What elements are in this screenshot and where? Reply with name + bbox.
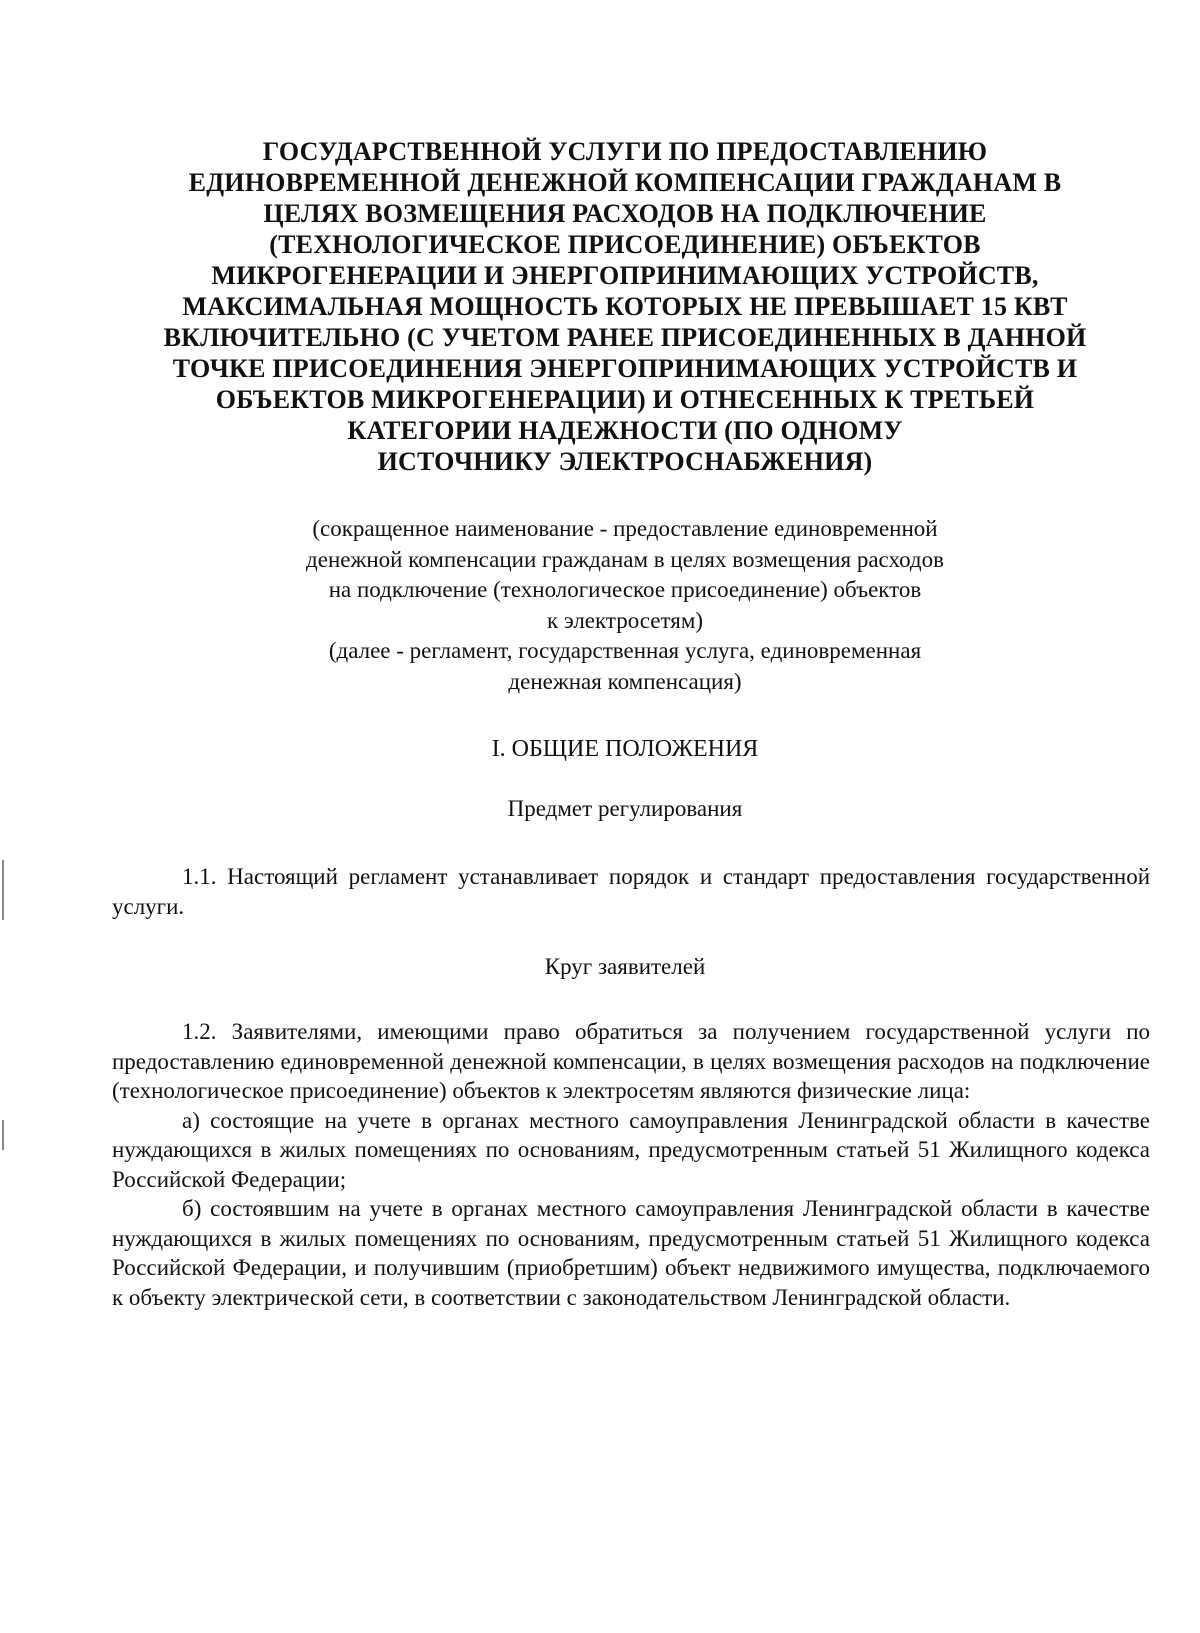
subtitle-line: денежной компенсации гражданам в целях возмещения расходов <box>306 546 944 572</box>
paragraph-1-2: 1.2. Заявителями, имеющими право обратиться за получением государственной услуги по предоставлению единовременной денежной компенсации, в целях возмещения расходов на подключение (технологическое присоединение) объектов к электросетям являются физические лица: <box>112 1019 1150 1103</box>
title-line: КАТЕГОРИИ НАДЕЖНОСТИ (ПО ОДНОМУ <box>347 416 903 445</box>
scan-edge-mark <box>2 1120 4 1150</box>
subtitle-line: (далее - регламент, государственная услуга, единовременная <box>328 638 922 663</box>
title-line: ТОЧКЕ ПРИСОЕДИНЕНИЯ ЭНЕРГОПРИНИМАЮЩИХ УСТРОЙСТВ И <box>172 354 1078 383</box>
title-line: ОБЪЕКТОВ МИКРОГЕНЕРАЦИИ) И ОТНЕСЕННЫХ К ТРЕТЬЕЙ <box>215 385 1035 414</box>
scan-edge-mark <box>2 860 4 920</box>
subtitle-line: на подключение (технологическое присоединение) объектов <box>328 577 922 602</box>
document-title <box>110 136 1140 477</box>
subject-heading: Предмет регулирования <box>507 796 743 821</box>
section-heading: I. ОБЩИЕ ПОЛОЖЕНИЯ <box>491 736 759 762</box>
title-line: ЕДИНОВРЕМЕННОЙ ДЕНЕЖНОЙ КОМПЕНСАЦИИ ГРАЖДАНАМ В <box>188 168 1062 197</box>
document-subtitle <box>150 514 1100 697</box>
applicants-heading: Круг заявителей <box>544 954 706 979</box>
paragraph-1-1: 1.1. Настоящий регламент устанавливает порядок и стандарт предоставления государственной услуги. <box>112 864 1150 919</box>
title-line: МАКСИМАЛЬНАЯ МОЩНОСТЬ КОТОРЫХ НЕ ПРЕВЫШАЕТ 15 КВТ <box>182 292 1068 321</box>
subtitle-line: денежная компенсация) <box>508 668 742 694</box>
list-item-a: а) состоящие на учете в органах местного самоуправления Ленинградской области в качестве нуждающихся в жилых помещениях по основаниям, предусмотренным статьей 51 Жилищного кодекса Российской Федерации; <box>112 1107 1150 1192</box>
list-item-b: б) состоявшим на учете в органах местного самоуправления Ленинградской области в качестве нуждающихся в жилых помещениях по основаниям, предусмотренным статьей 51 Жилищного кодекса Российской Федерации, и получившим (приобретшим) объект недвижимого имущества, подключаемого к объекту электрической сети, в соответствии с законодательством Ленинградской области. <box>112 1196 1150 1310</box>
title-line: ВКЛЮЧИТЕЛЬНО (С УЧЕТОМ РАНЕЕ ПРИСОЕДИНЕННЫХ В ДАННОЙ <box>163 323 1087 352</box>
subtitle-line: (сокращенное наименование - предоставление единовременной <box>312 516 938 541</box>
title-line: (ТЕХНОЛОГИЧЕСКОЕ ПРИСОЕДИНЕНИЕ) ОБЪЕКТОВ <box>269 230 981 259</box>
title-line: ЦЕЛЯХ ВОЗМЕЩЕНИЯ РАСХОДОВ НА ПОДКЛЮЧЕНИЕ <box>263 199 987 228</box>
paragraph-block-1-1 <box>112 862 1150 921</box>
subtitle-line: к электросетям) <box>546 607 704 633</box>
paragraph-block-1-2 <box>112 1017 1150 1312</box>
title-line: ИСТОЧНИКУ ЭЛЕКТРОСНАБЖЕНИЯ) <box>377 447 873 476</box>
title-line: МИКРОГЕНЕРАЦИИ И ЭНЕРГОПРИНИМАЮЩИХ УСТРОЙСТВ, <box>211 261 1039 290</box>
title-line: ГОСУДАРСТВЕННОЙ УСЛУГИ ПО ПРЕДОСТАВЛЕНИЮ <box>262 137 988 166</box>
